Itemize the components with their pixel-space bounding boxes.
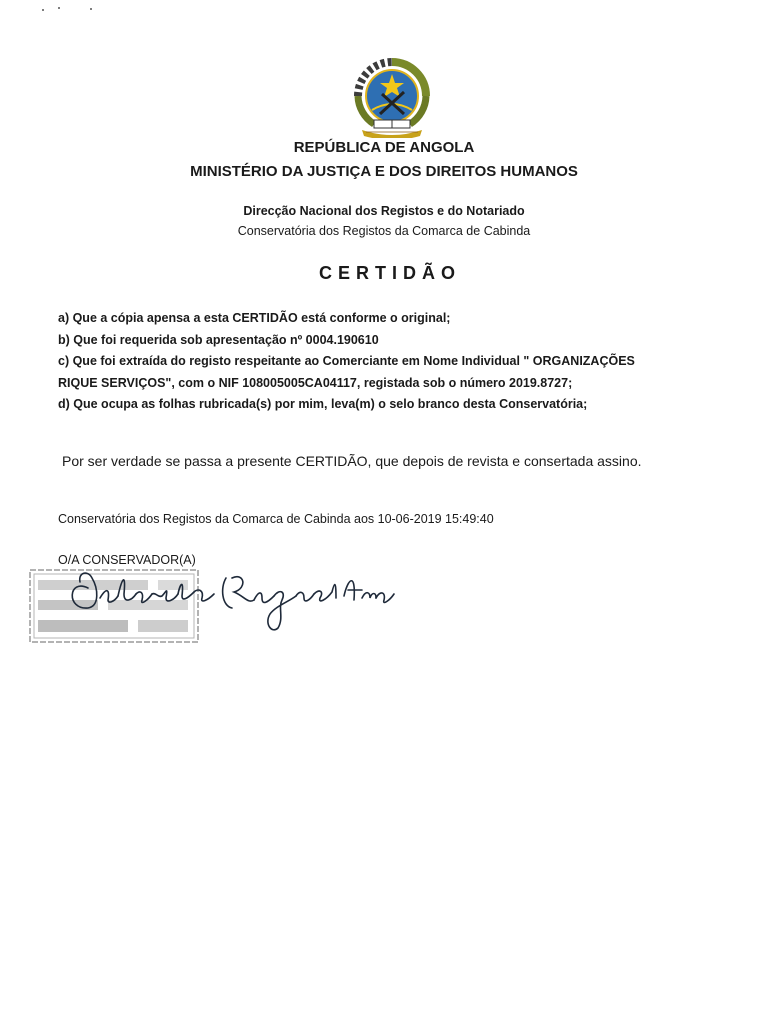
clause-c: c) Que foi extraída do registo respeitante ao Comerciante em Nome Individual " ORGANIZAÇÕES <box>58 354 635 368</box>
scan-speck <box>90 8 92 10</box>
clause-b: b) Que foi requerida sob apresentação nº 0004.190610 <box>58 332 379 347</box>
place-date: Conservatória dos Registos da Comarca de Cabinda aos 10-06-2019 15:49:40 <box>58 512 494 526</box>
scan-speck <box>58 7 60 9</box>
directorate-heading: Direcção Nacional dos Registos e do Notariado <box>243 204 525 218</box>
signatory-label: O/A CONSERVADOR(A) <box>58 553 196 567</box>
scan-speck <box>42 9 44 11</box>
clause-c-continued: RIQUE SERVIÇOS", com o NIF 108005005CA04117, registada sob o número 2019.8727; <box>58 375 573 390</box>
registry-heading: Conservatória dos Registos da Comarca de Cabinda <box>237 224 531 238</box>
ministry-heading: MINISTÉRIO DA JUSTIÇA E DOS DIREITOS HUMANOS <box>190 163 578 180</box>
angola-coat-of-arms-icon <box>348 52 436 138</box>
clause-list <box>58 308 708 416</box>
clause-a: a) Que a cópia apensa a esta CERTIDÃO está conforme o original; <box>58 311 451 325</box>
document-title: CERTIDÃO <box>319 263 461 283</box>
country-heading: REPÚBLICA DE ANGOLA <box>293 139 475 156</box>
handwritten-signature <box>48 548 400 632</box>
clause-d: d) Que ocupa as folhas rubricada(s) por mim, leva(m) o selo branco desta Conservatória; <box>58 397 588 411</box>
attestation-text: Por ser verdade se passa a presente CERTIDÃO, que depois de revista e consertada assino. <box>62 453 642 469</box>
